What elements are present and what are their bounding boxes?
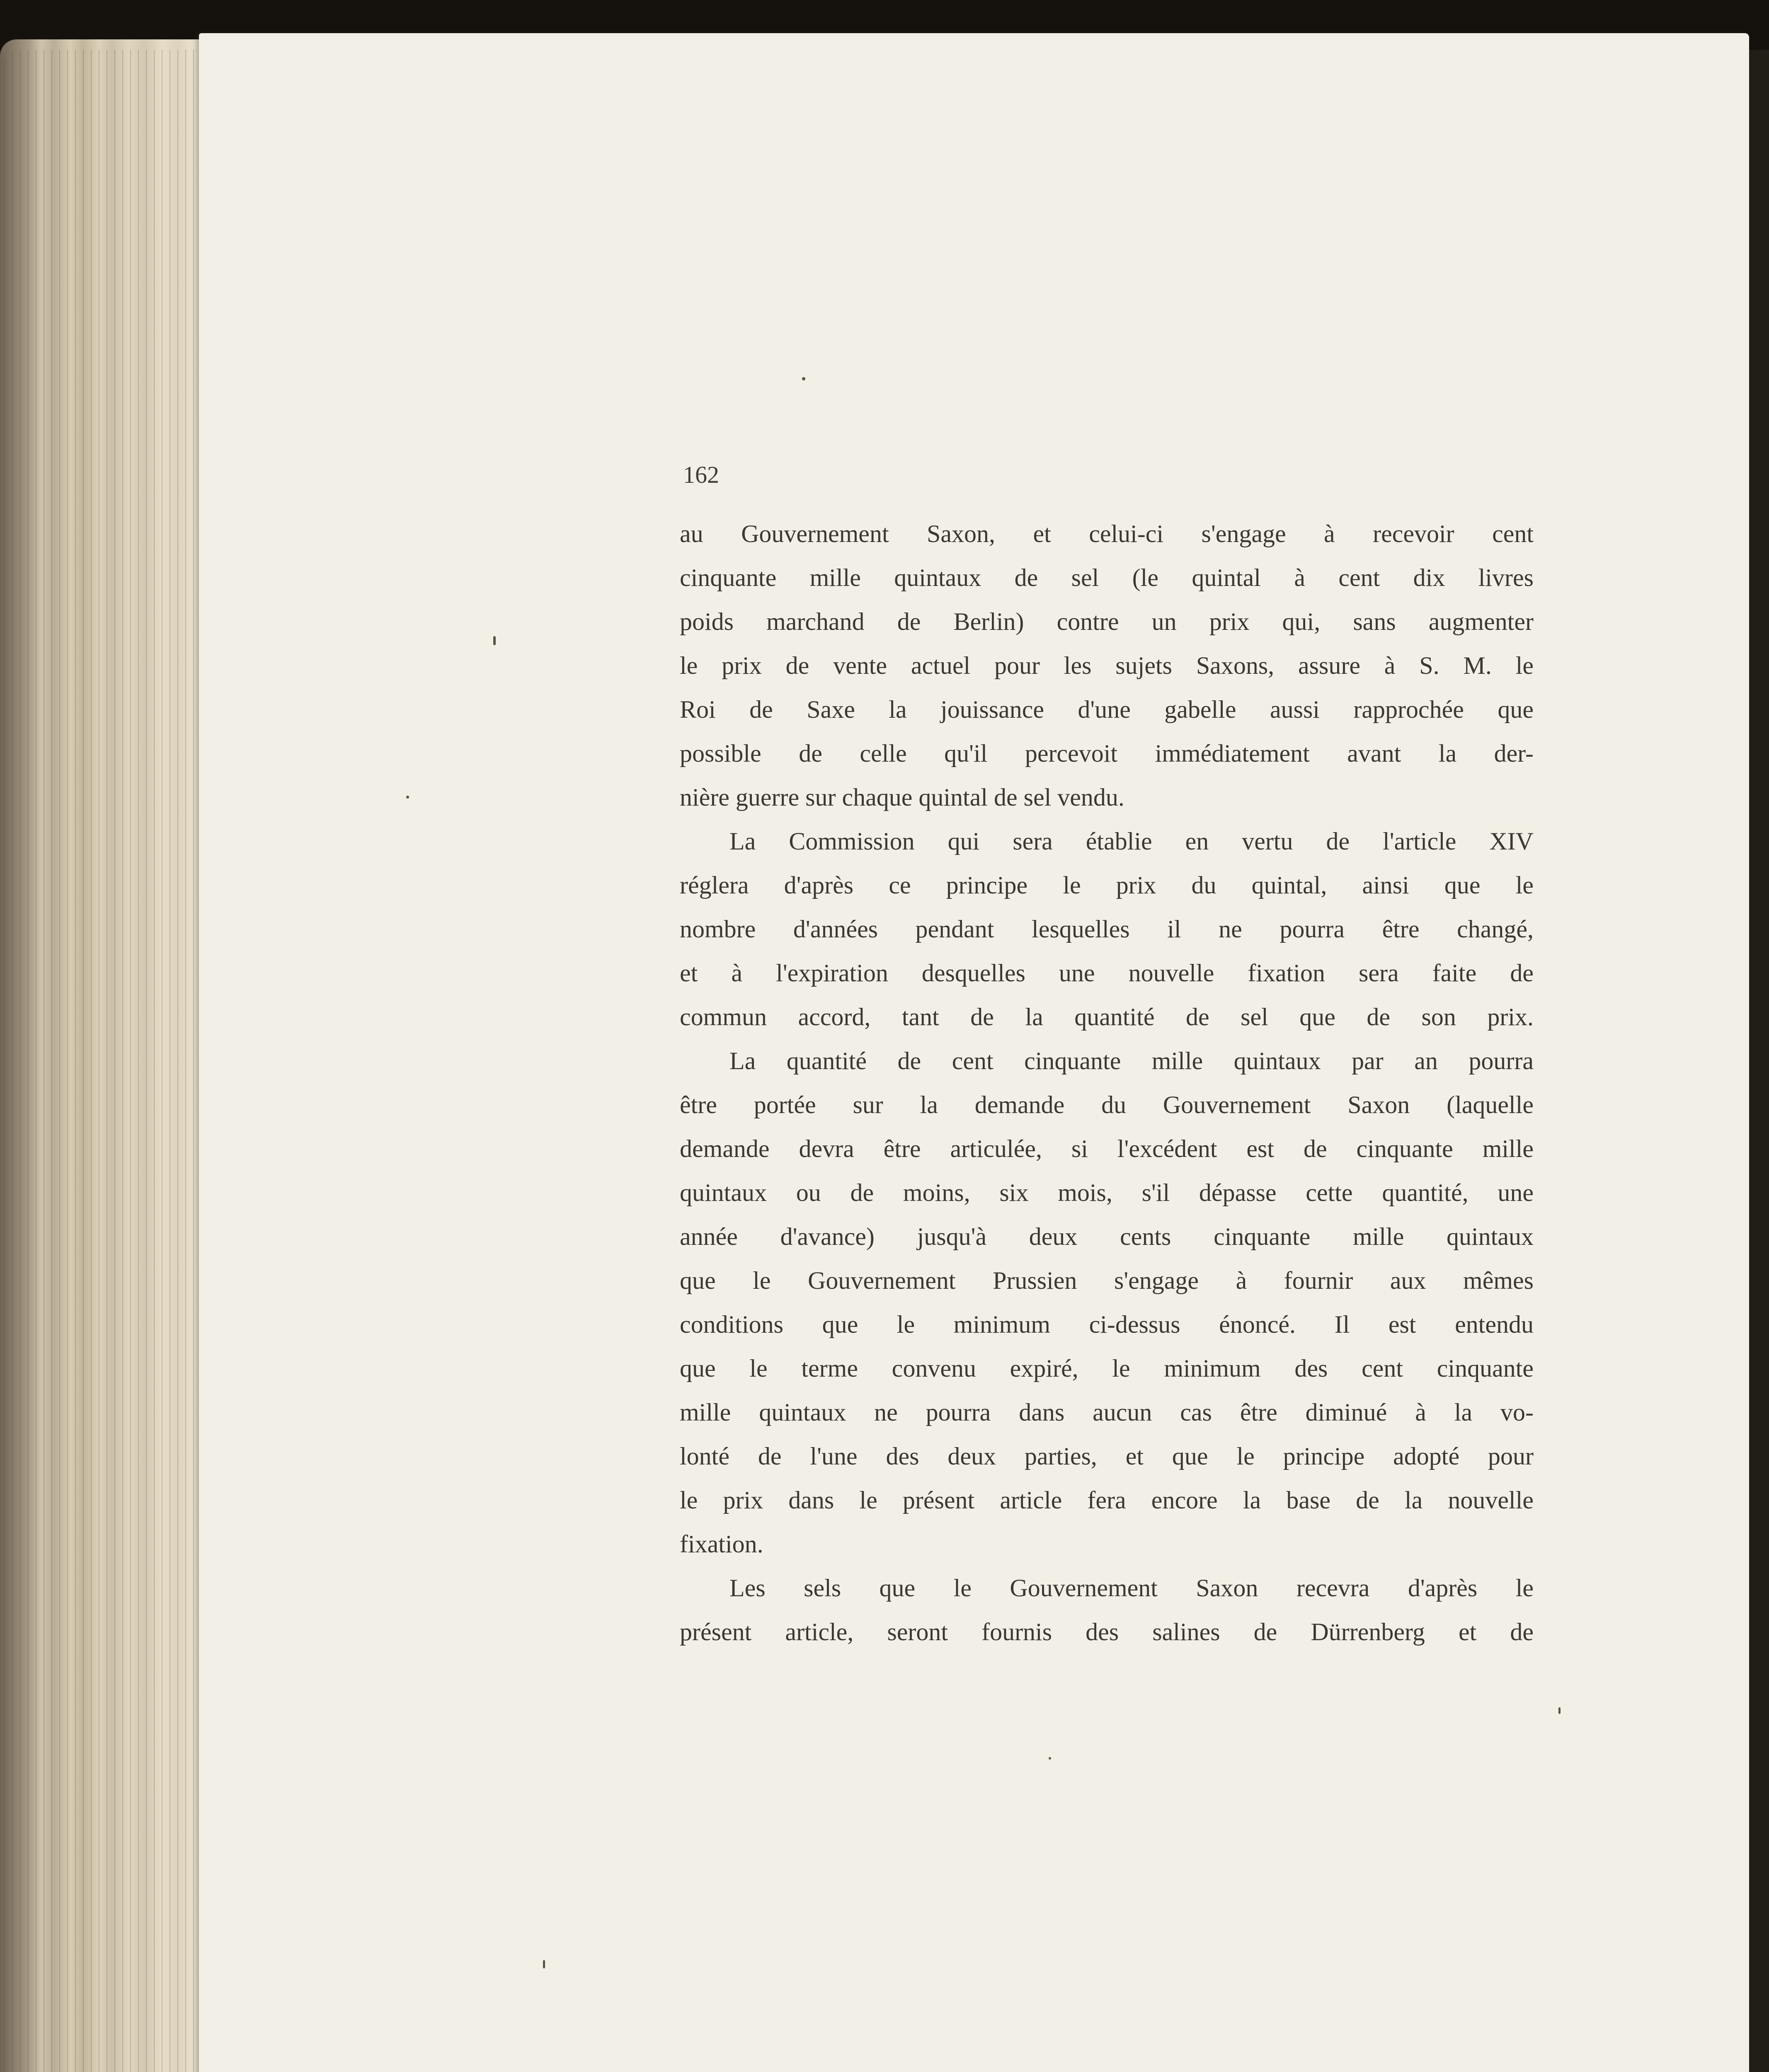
paragraph-4 (680, 1566, 1534, 1654)
text-line: demande devra être articulée, si l'excédent est de cinquante mille (680, 1135, 1534, 1162)
text-line: Les sels que le Gouvernement Saxon recevra d'après le (729, 1574, 1534, 1602)
text-line: réglera d'après ce principe le prix du quintal, ainsi que le (680, 871, 1534, 899)
page-number: 162 (683, 461, 719, 488)
text-line: conditions que le minimum ci-dessus énoncé. Il est entendu (680, 1311, 1534, 1338)
text-line: que le Gouvernement Prussien s'engage à fournir aux mêmes (680, 1267, 1534, 1294)
text-line: année d'avance) jusqu'à deux cents cinquante mille quintaux (680, 1223, 1534, 1250)
text-line: cinquante mille quintaux de sel (le quintal à cent dix livres (680, 564, 1534, 591)
text-line: quintaux ou de moins, six mois, s'il dépasse cette quantité, une (680, 1179, 1534, 1206)
text-line: nombre d'années pendant lesquelles il ne pourra être changé, (680, 915, 1534, 943)
text-line: Roi de Saxe la jouissance d'une gabelle aussi rapprochée que (680, 696, 1534, 723)
paper-speck (1558, 1707, 1561, 1714)
text-line: que le terme convenu expiré, le minimum des cent cinquante (680, 1355, 1534, 1382)
paragraph-1 (680, 512, 1534, 819)
page-stack-lines (4, 50, 228, 2072)
text-line: La quantité de cent cinquante mille quintaux par an pourra (729, 1047, 1534, 1075)
text-lines (680, 512, 1534, 1654)
text-line: possible de celle qu'il percevoit immédiatement avant la der- (680, 740, 1534, 767)
paragraph-2 (680, 819, 1534, 1039)
text-line: mille quintaux ne pourra dans aucun cas être diminué à la vo- (680, 1399, 1534, 1426)
text-line: commun accord, tant de la quantité de sel que de son prix. (680, 1003, 1534, 1031)
paper-speck (493, 636, 496, 645)
text-line: présent article, seront fournis des salines de Dürrenberg et de (680, 1618, 1534, 1646)
text-line: nière guerre sur chaque quintal de sel vendu. (680, 784, 1124, 811)
text-line: poids marchand de Berlin) contre un prix qui, sans augmenter (680, 608, 1534, 635)
text-line: le prix dans le présent article fera encore la base de la nouvelle (680, 1486, 1534, 1514)
text-line: La Commission qui sera établie en vertu de l'article XIV (729, 828, 1534, 855)
text-line: être portée sur la demande du Gouvernement Saxon (laquelle (680, 1091, 1534, 1118)
text-line: au Gouvernement Saxon, et celui-ci s'engage à recevoir cent (680, 520, 1534, 547)
text-line: lonté de l'une des deux parties, et que le principe adopté pour (680, 1443, 1534, 1470)
text-line: le prix de vente actuel pour les sujets Saxons, assure à S. M. le (680, 652, 1534, 679)
paper-speck (802, 377, 805, 380)
text-line: et à l'expiration desquelles une nouvelle fixation sera faite de (680, 959, 1534, 987)
text-line: fixation. (680, 1530, 763, 1558)
paper-speck (1049, 1757, 1051, 1760)
paragraph-3 (680, 1039, 1534, 1566)
paper-speck (543, 1960, 545, 1968)
paper-speck (406, 796, 409, 799)
